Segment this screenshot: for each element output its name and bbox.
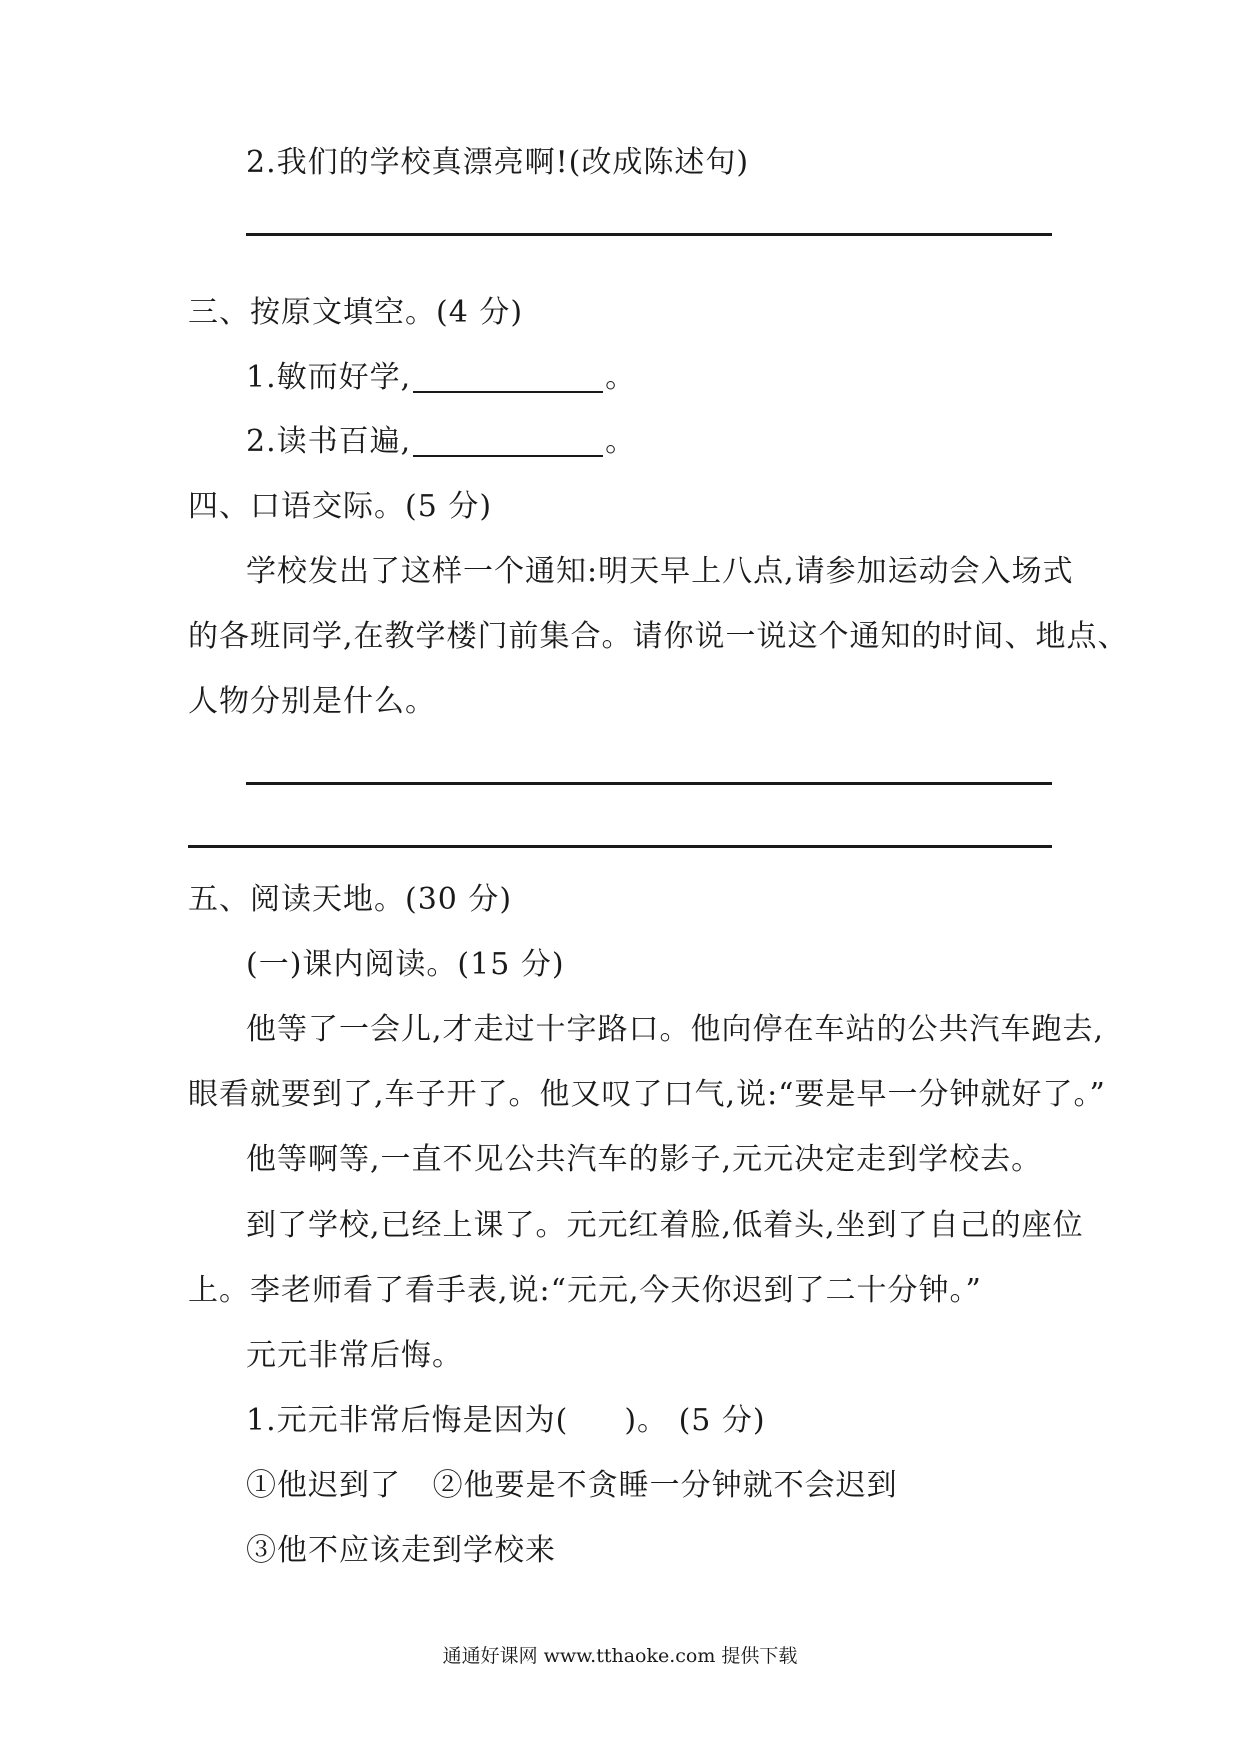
section-5-title: 五、阅读天地。(30 分)	[188, 882, 513, 917]
answer-line[interactable]	[246, 782, 1052, 785]
section-4-text-line-1: 学校发出了这样一个通知:明天早上八点,请参加运动会入场式	[246, 554, 1074, 589]
answer-line[interactable]	[246, 233, 1052, 236]
answer-line[interactable]	[188, 845, 1052, 848]
passage-line-5: 上。李老师看了看手表,说:“元元,今天你迟到了二十分钟。”	[188, 1273, 982, 1308]
fill-item-1	[246, 358, 636, 398]
options-line-1: ①他迟到了 ②他要是不贪睡一分钟就不会迟到	[246, 1468, 898, 1503]
section-4-title: 四、口语交际。(5 分)	[188, 489, 493, 524]
fill-item-2	[246, 422, 636, 462]
question-5-1-suffix: )。 (5 分)	[624, 1403, 766, 1438]
question-5-1-prefix: 1.元元非常后悔是因为(	[246, 1403, 569, 1438]
passage-line-6: 元元非常后悔。	[246, 1338, 463, 1373]
section-4-text-line-2: 的各班同学,在教学楼门前集合。请你说一说这个通知的时间、地点、	[188, 619, 1129, 654]
section-3-title: 三、按原文填空。(4 分)	[188, 295, 524, 330]
section-4-text-line-3: 人物分别是什么。	[188, 684, 436, 719]
options-line-2: ③他不应该走到学校来	[246, 1533, 556, 1568]
fill-blank-1[interactable]	[413, 361, 603, 393]
passage-line-3: 他等啊等,一直不见公共汽车的影子,元元决定走到学校去。	[246, 1142, 1043, 1177]
fill-item-2-prefix: 2.读书百遍,	[246, 424, 412, 459]
fill-blank-2[interactable]	[413, 425, 603, 457]
section-5-subtitle: (一)课内阅读。(15 分)	[246, 947, 565, 982]
fill-item-1-suffix: 。	[605, 360, 637, 395]
fill-item-2-suffix: 。	[605, 424, 637, 459]
question-2-2: 2.我们的学校真漂亮啊!(改成陈述句)	[246, 145, 750, 180]
page-footer: 通通好课网 www.tthaoke.com 提供下载	[442, 1645, 798, 1667]
passage-line-2: 眼看就要到了,车子开了。他又叹了口气,说:“要是早一分钟就好了。”	[188, 1077, 1106, 1112]
fill-item-1-prefix: 1.敏而好学,	[246, 360, 412, 395]
question-5-1	[246, 1401, 766, 1441]
passage-line-1: 他等了一会儿,才走过十字路口。他向停在车站的公共汽车跑去,	[246, 1012, 1105, 1047]
passage-line-4: 到了学校,已经上课了。元元红着脸,低着头,坐到了自己的座位	[246, 1208, 1084, 1243]
